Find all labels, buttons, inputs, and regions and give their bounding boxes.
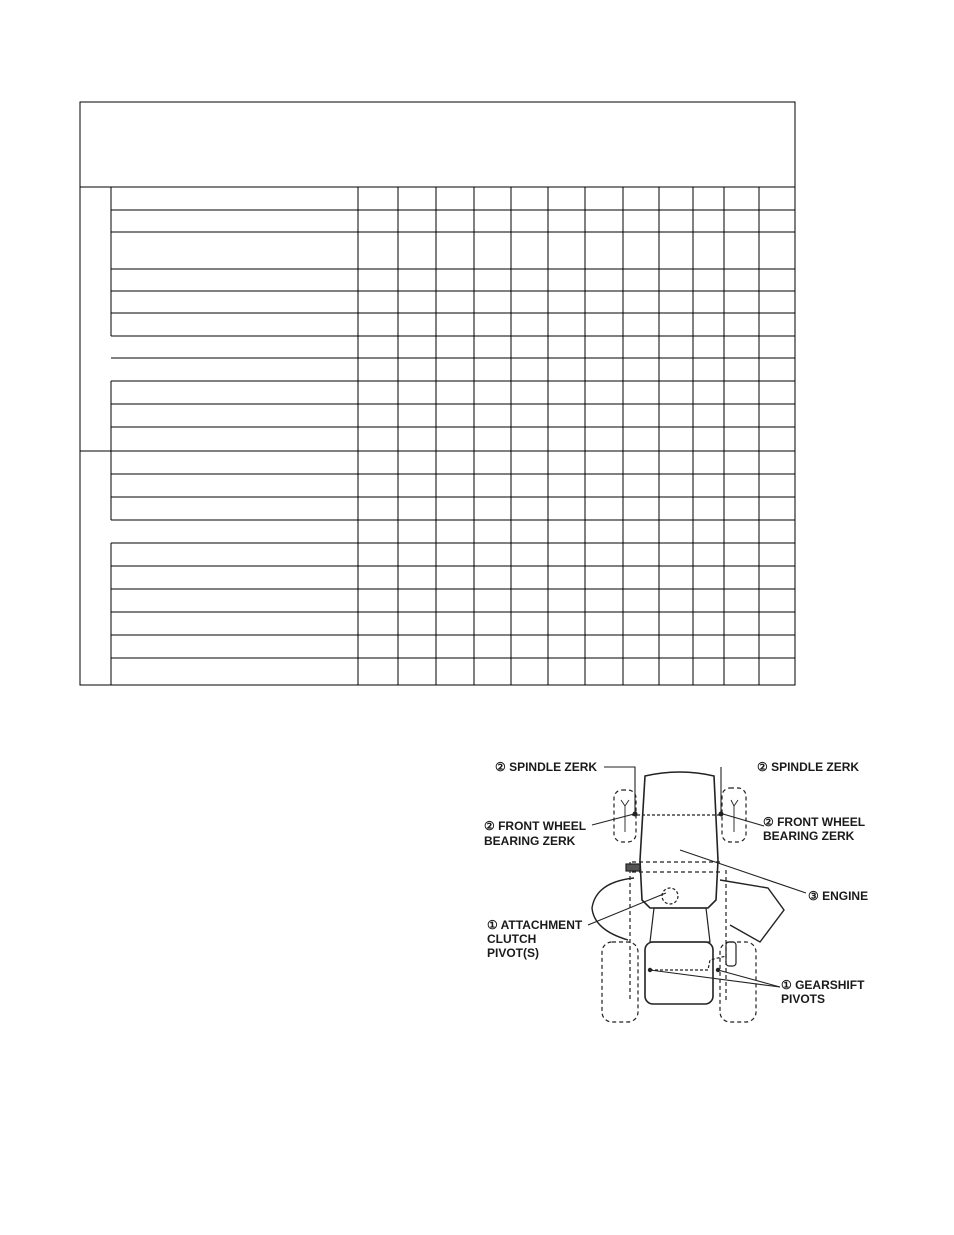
discharge-chute	[720, 880, 784, 942]
label-gearshift: ① GEARSHIFT	[781, 978, 865, 992]
rear-left-wheel	[602, 942, 638, 1022]
tractor-outline	[592, 772, 784, 1022]
gearshift-linkage	[650, 956, 726, 970]
table-border	[80, 102, 795, 685]
label-gearshift-pivots: PIVOTS	[781, 992, 826, 1006]
label-bearing-zerk-right: BEARING ZERK	[763, 829, 855, 843]
seat	[645, 942, 713, 1004]
lubrication-points	[633, 812, 724, 973]
front-right-wheel-hub	[731, 800, 738, 832]
label-spindle-zerk-left: ② SPINDLE ZERK	[495, 760, 598, 774]
label-pivots: PIVOT(S)	[487, 946, 540, 960]
lubrication-chart-diagram	[482, 748, 882, 1033]
hood-outline	[640, 772, 718, 908]
label-front-wheel-left: ② FRONT WHEEL	[484, 819, 587, 833]
callout-lines	[588, 767, 806, 987]
label-attachment: ① ATTACHMENT	[487, 918, 583, 932]
gearshift-lever	[726, 942, 736, 966]
label-front-wheel-right: ② FRONT WHEEL	[763, 815, 866, 829]
left-footrest	[626, 864, 640, 871]
label-bearing-zerk-left: BEARING ZERK	[484, 834, 576, 848]
frame-body	[650, 908, 710, 942]
label-engine: ③ ENGINE	[808, 889, 869, 903]
attachment-clutch-pivot	[662, 888, 678, 904]
label-clutch: CLUTCH	[487, 932, 537, 946]
label-spindle-zerk-right: ② SPINDLE ZERK	[757, 760, 860, 774]
